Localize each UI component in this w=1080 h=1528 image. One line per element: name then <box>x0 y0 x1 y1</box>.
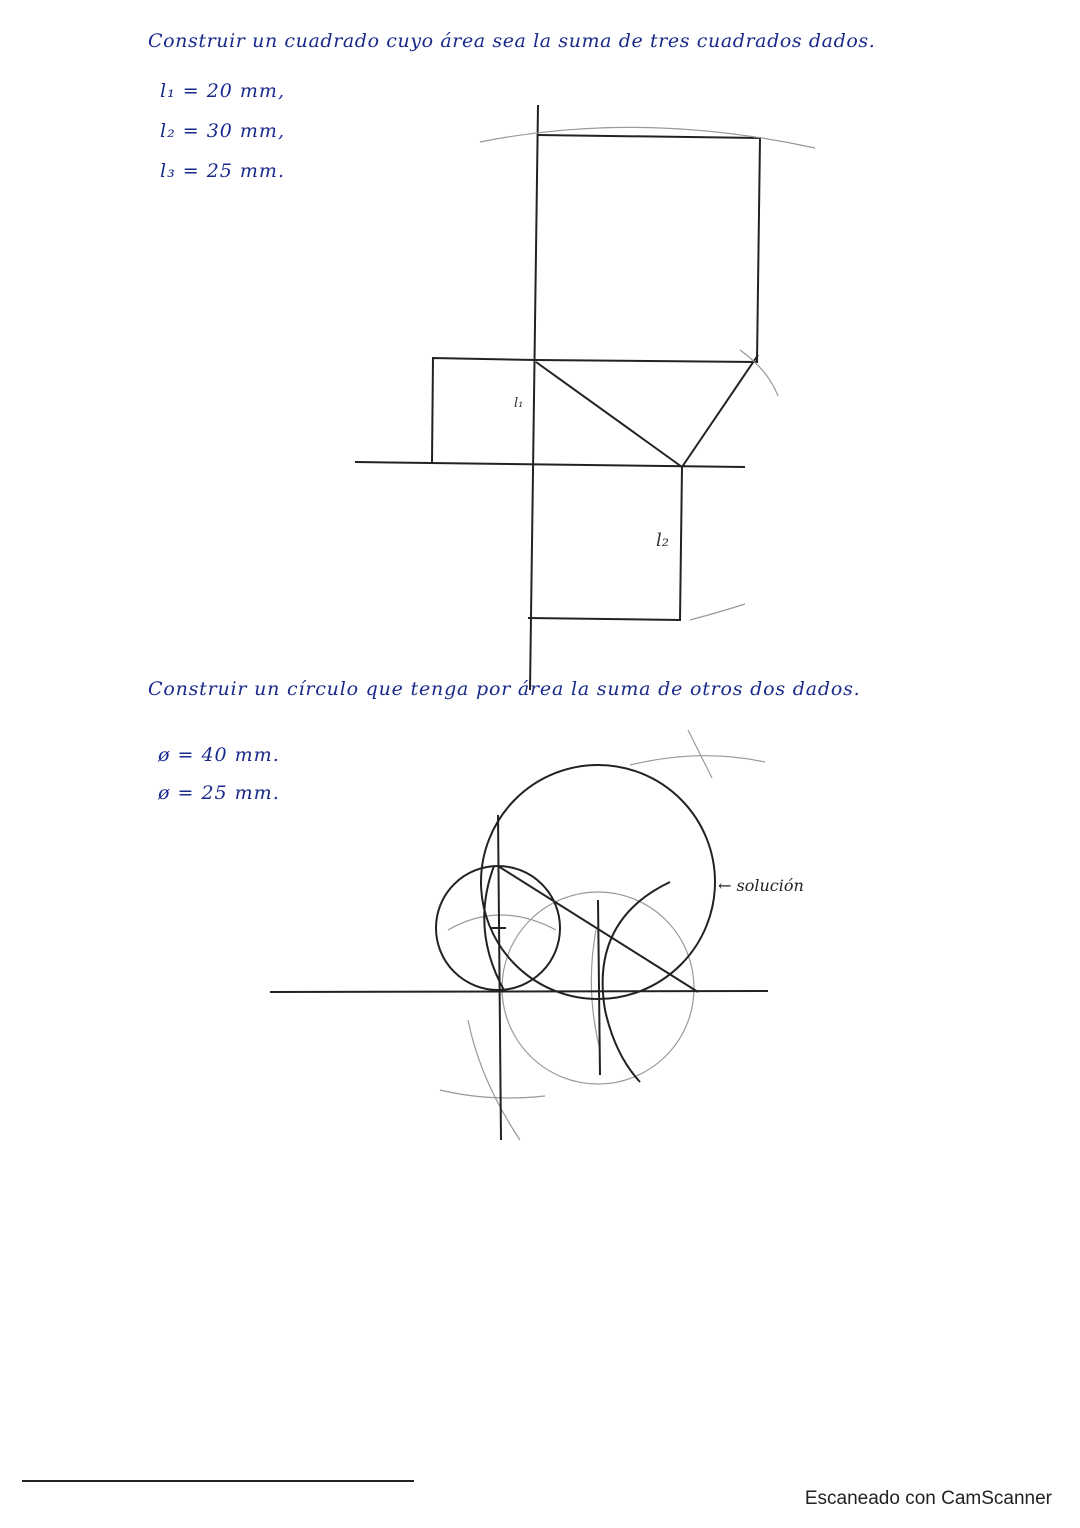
solution-label: ← solución <box>718 876 804 895</box>
problem2-statement: Construir un círculo que tenga por área la suma de otros dos dados. <box>148 678 861 700</box>
problem1-dim-l3: l₃ = 25 mm. <box>160 160 285 182</box>
problem1-statement: Construir un cuadrado cuyo área sea la suma de tres cuadrados dados. <box>148 30 876 52</box>
problem2-dim-1: ø = 40 mm. <box>158 744 280 766</box>
bottom-rule <box>22 1480 414 1482</box>
problem1-dim-l1: l₁ = 20 mm, <box>160 80 285 102</box>
camscanner-watermark: Escaneado con CamScanner <box>804 1488 1052 1509</box>
problem1-dim-l2: l₂ = 30 mm, <box>160 120 285 142</box>
label-l2: l₂ <box>656 530 669 551</box>
problem2-dim-2: ø = 25 mm. <box>158 782 280 804</box>
label-l1: l₁ <box>514 396 524 411</box>
